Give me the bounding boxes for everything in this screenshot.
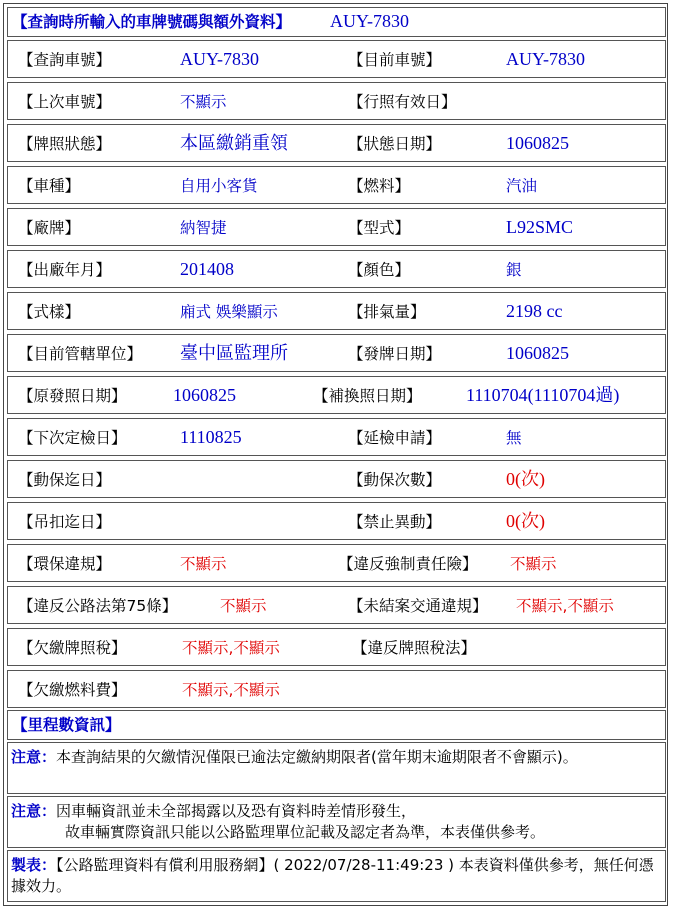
info-row: [7, 628, 666, 666]
info-row: [7, 670, 666, 708]
note-3-text: 【公路監理資料有償利用服務網】( 2022/07/28-11:49:23 ) 本表資料僅供參考，無任何憑據效力。: [11, 856, 654, 895]
field-value: 1060825: [173, 385, 236, 405]
field-value: 201408: [180, 259, 234, 279]
field-label: 【狀態日期】: [348, 135, 442, 153]
field-label: 【行照有效日】: [348, 93, 457, 111]
info-row: [7, 544, 666, 582]
field-value: 本區繳銷重領: [180, 133, 288, 153]
field-value: AUY-7830: [180, 49, 259, 69]
field-value: 1110825: [180, 427, 242, 447]
field-value: 不顯示: [180, 93, 227, 111]
note-3: [11, 855, 661, 897]
field-label: 【動保次數】: [348, 471, 442, 489]
field-value: 自用小客貨: [180, 177, 258, 195]
info-row: [7, 460, 666, 498]
header-row: [7, 7, 666, 37]
field-value: 納智捷: [180, 219, 227, 237]
info-row: [7, 292, 666, 330]
field-value: 2198 cc: [506, 301, 563, 321]
field-label: 【查詢車號】: [18, 51, 112, 69]
mileage-row: [7, 710, 666, 740]
header-title: 【查詢時所輸入的車牌號碼與額外資料】: [12, 13, 292, 31]
field-value: L92SMC: [506, 217, 574, 237]
field-label: 【違反牌照稅法】: [352, 639, 477, 657]
info-row: [7, 586, 666, 624]
field-label: 【型式】: [348, 219, 411, 237]
mileage-title: 【里程數資訊】: [12, 716, 121, 734]
field-label: 【式樣】: [18, 303, 81, 321]
note-2-prefix: 注意：: [11, 802, 57, 820]
field-label: 【禁止異動】: [348, 513, 442, 531]
field-label: 【欠繳燃料費】: [18, 681, 127, 699]
field-label: 【欠繳牌照稅】: [18, 639, 127, 657]
field-label: 【動保迄日】: [18, 471, 112, 489]
note-1-text: 本查詢結果的欠繳情況僅限已逾法定繳納期限者(當年期末逾期限者不會顯示)。: [56, 748, 578, 766]
info-row: [7, 208, 666, 246]
field-label: 【吊扣迄日】: [18, 513, 112, 531]
info-row: [7, 418, 666, 456]
field-label: 【延檢申請】: [348, 429, 442, 447]
info-row: [7, 166, 666, 204]
info-row: [7, 334, 666, 372]
note-2-text-line2: 故車輛實際資訊只能以公路監理單位記載及認定者為準，本表僅供參考。: [65, 823, 546, 841]
field-value: 不顯示,不顯示: [516, 597, 614, 615]
field-label: 【上次車號】: [18, 93, 112, 111]
info-row: [7, 502, 666, 540]
field-label: 【燃料】: [348, 177, 411, 195]
field-value: 0(次): [506, 511, 545, 531]
field-label: 【廠牌】: [18, 219, 81, 237]
field-value: 銀: [506, 261, 522, 279]
field-value: 不顯示,不顯示: [182, 681, 280, 699]
info-row: [7, 40, 666, 78]
note-2: [11, 801, 661, 843]
field-value: 不顯示,不顯示: [182, 639, 280, 657]
field-label: 【環保違規】: [18, 555, 112, 573]
field-value: 不顯示: [510, 555, 557, 573]
header-plate: AUY-7830: [330, 11, 409, 31]
note-row-3: [7, 850, 666, 902]
field-label: 【出廠年月】: [18, 261, 112, 279]
field-label: 【牌照狀態】: [18, 135, 112, 153]
note-1: [11, 747, 661, 768]
field-value: AUY-7830: [506, 49, 585, 69]
field-value: 1060825: [506, 133, 569, 153]
info-row: [7, 124, 666, 162]
field-value: 臺中區監理所: [180, 343, 288, 363]
note-2-text: 因車輛資訊並未全部揭露以及恐有資料時差情形發生，: [56, 802, 417, 820]
field-label: 【排氣量】: [348, 303, 426, 321]
field-label: 【目前車號】: [348, 51, 442, 69]
info-row: [7, 82, 666, 120]
note-1-prefix: 注意：: [11, 748, 57, 766]
note-row-2: [7, 796, 666, 848]
field-label: 【違反強制責任險】: [338, 555, 478, 573]
field-value: 不顯示: [220, 597, 267, 615]
field-label: 【顏色】: [348, 261, 411, 279]
field-value: 無: [506, 429, 522, 447]
field-value: 廂式 娛樂顯示: [180, 303, 278, 321]
info-row: [7, 376, 666, 414]
field-value: 汽油: [506, 177, 538, 195]
field-label: 【原發照日期】: [18, 387, 127, 405]
field-label: 【違反公路法第75條】: [18, 597, 178, 615]
note-3-prefix: 製表：: [11, 856, 57, 874]
note-row-1: [7, 742, 666, 794]
info-row: [7, 250, 666, 288]
field-value: 不顯示: [180, 555, 227, 573]
field-label: 【目前管轄單位】: [18, 345, 143, 363]
field-label: 【發牌日期】: [348, 345, 442, 363]
field-label: 【車種】: [18, 177, 81, 195]
field-value: 1060825: [506, 343, 569, 363]
field-label: 【補換照日期】: [313, 387, 422, 405]
field-value: 0(次): [506, 469, 545, 489]
field-label: 【未結案交通違規】: [348, 597, 488, 615]
field-label: 【下次定檢日】: [18, 429, 127, 447]
field-value: 1110704(1110704過): [466, 385, 620, 405]
